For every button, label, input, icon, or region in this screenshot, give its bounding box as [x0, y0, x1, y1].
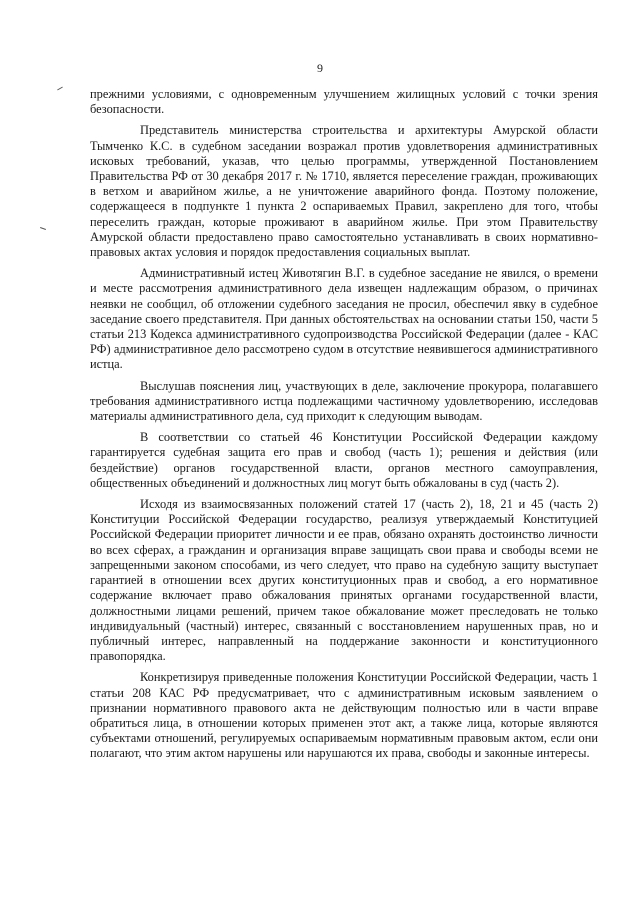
paragraph: Представитель министерства строительства и архитектуры Амурской области Тымченко К.С. в судебном заседании возражал против удовлетворения административных исковых требований, указав, что целью программы, утвержденной Постановлением Правительства РФ от 30 декабря 2017 г. № 1710, является переселение граждан, проживающих в ветхом и аварийном жилье, а не уничтожение аварийного фонда. Поэтому положение, содержащееся в подпункте 1 пункта 2 оспариваемых Правил, закреплено для того, чтобы переселить граждан, которые проживают в аварийном жилье. При этом Правительству Амурской области предоставлено право самостоятельно устанавливать в своих нормативно-правовых актах условия и порядок предоставления социальных выплат. [90, 123, 598, 260]
paragraph: Конкретизируя приведенные положения Конституции Российской Федерации, часть 1 статьи 208 КАС РФ предусматривает, что с административным исковым заявлением о признании нормативного правового акта не действующим полностью или в части вправе обратиться лица, в отношении которых применен этот акт, а также лица, которые являются субъектами отношений, регулируемых оспариваемым нормативным правовым актом, если они полагают, что этим актом нарушены или нарушаются их права, свободы и законные интересы. [90, 670, 598, 761]
paragraph: В соответствии со статьей 46 Конституции Российской Федерации каждому гарантируется судебная защита его прав и свобод (часть 1); решения и действия (или бездействие) органов государственной власти, органов местного самоуправления, общественных объединений и должностных лиц могут быть обжалованы в суд (часть 2). [90, 430, 598, 490]
scan-mark [57, 87, 63, 91]
paragraph: Административный истец Животягин В.Г. в судебное заседание не явился, о времени и месте рассмотрения административного дела извещен надлежащим образом, о причинах неявки не сообщил, об отложении судебного заседания не просил, обеспечил явку в судебное заседание своего представителя. При данных обстоятельствах на основании статьи 150, части 5 статьи 213 Кодекса административного судопроизводства Российской Федерации (далее - КАС РФ) административное дело рассмотрено судом в отсутствие неявившегося административного истца. [90, 266, 598, 372]
paragraph: Выслушав пояснения лиц, участвующих в деле, заключение прокурора, полагавшего требования административного истца подлежащими частичному удовлетворению, исследовав материалы административного дела, суд приходит к следующим выводам. [90, 378, 598, 424]
paragraph: прежними условиями, с одновременным улучшением жилищных условий с точки зрения безопасности. [90, 87, 598, 117]
page-number: 9 [317, 61, 323, 75]
scan-mark [40, 227, 46, 230]
document-body [90, 87, 598, 768]
paragraph: Исходя из взаимосвязанных положений статей 17 (часть 2), 18, 21 и 45 (часть 2) Конституции Российской Федерации государство, реализуя утверждаемый Конституцией Российской Федерации приоритет личности и ее прав, обязано охранять достоинство личности во всех сферах, а гражданин и организация вправе защищать свои права и свободы всеми не запрещенными законом способами, из чего следует, что право на судебную защиту выступает гарантией в отношении всех других конституционных прав и свобод, а его нормативное содержание включает право обжалования принятых органами государственной власти, должностными лицами решений, причем такое обжалование может преследовать не только индивидуальный (частный) интерес, связанный с восстановлением нарушенных прав, но и публичный интерес, направленный на поддержание законности и конституционного правопорядка. [90, 497, 598, 664]
